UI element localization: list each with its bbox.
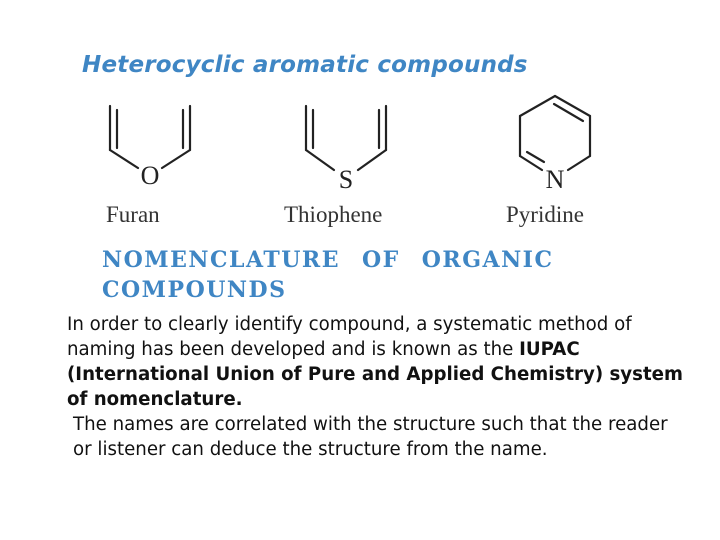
thiophene-structure: [296, 100, 396, 196]
body-paragraph: [67, 312, 687, 462]
paragraph-1-text: In order to clearly identify compound, a systematic method of naming has been developed and is known as the: [67, 314, 632, 360]
thiophene-label: Thiophene: [284, 202, 383, 227]
furan-heteroatom: O: [140, 161, 160, 190]
heading-word-2: OF: [361, 247, 400, 273]
thiophene-heteroatom: S: [338, 165, 354, 194]
pyridine-label: Pyridine: [506, 202, 584, 227]
paragraph-2-text: The names are correlated with the structure such that the reader or listener can deduce the structure from the name.: [73, 414, 668, 460]
heading-word-4: COMPOUNDS: [102, 277, 287, 303]
heading-word-3: ORGANIC: [421, 247, 554, 273]
pyridine-heteroatom: N: [545, 165, 565, 194]
paragraph-1-bold: IUPAC (International Union of Pure and Applied Chemistry) system of nomenclature: [67, 339, 683, 410]
heading-word-1: NOMENCLATURE: [102, 247, 340, 273]
pyridine-structure: [512, 92, 598, 196]
nomenclature-heading: [102, 245, 622, 305]
paragraph-1-period: .: [235, 389, 243, 410]
heterocyclic-heading: Heterocyclic aromatic compounds: [82, 52, 528, 78]
furan-label: Furan: [106, 202, 160, 227]
furan-structure: [100, 98, 200, 194]
